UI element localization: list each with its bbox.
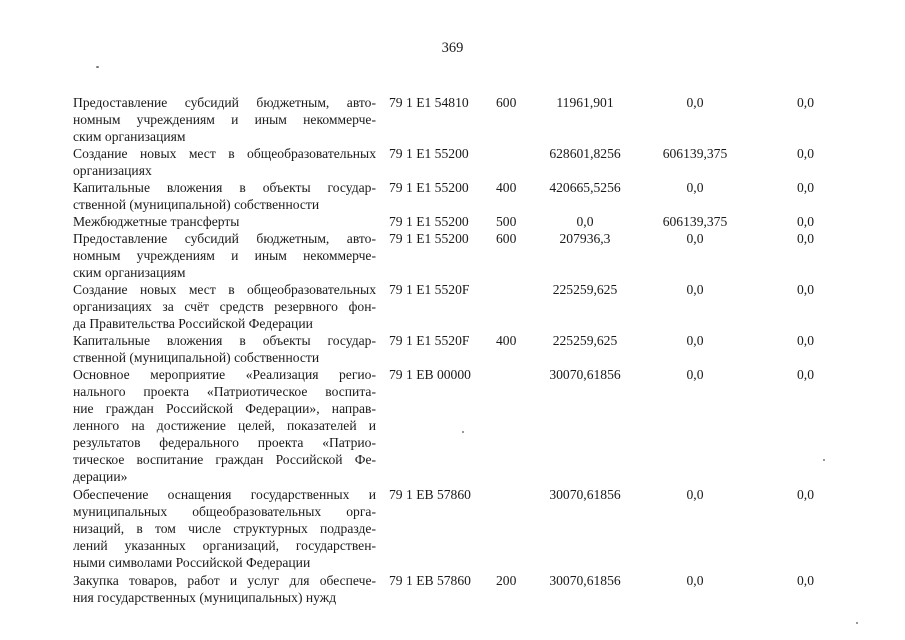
amount-col-1: 628601,8256 xyxy=(549,146,621,161)
amount-col-2: 0,0 xyxy=(686,573,704,588)
amount-col-2: 0,0 xyxy=(686,367,704,382)
target-code: 79 1 E1 55200 xyxy=(389,146,469,161)
amount-col-1: 0,0 xyxy=(576,214,594,229)
description-line: Капитальные вложения в объекты государ- xyxy=(73,333,376,348)
amount-col-3: 0,0 xyxy=(797,214,814,229)
amount-col-1: 11961,901 xyxy=(556,95,614,110)
amount-col-3: 0,0 xyxy=(797,367,814,382)
target-code: 79 1 E1 54810 xyxy=(389,95,469,110)
amount-col-2: 0,0 xyxy=(686,95,704,110)
row-description xyxy=(73,94,376,145)
description-line: организациях xyxy=(73,163,152,178)
description-line: ским организациям xyxy=(73,129,186,144)
target-code: 79 1 E1 55200 xyxy=(389,214,469,229)
amount-col-2: 0,0 xyxy=(686,180,704,195)
expense-type: 400 xyxy=(496,180,517,195)
description-line: организациях за счёт средств резервного фон- xyxy=(73,299,376,314)
description-line: лений указанных организаций, государствен- xyxy=(73,538,376,553)
row-description xyxy=(73,230,376,281)
row-description xyxy=(73,332,376,366)
description-line: ными символами Российской Федерации xyxy=(73,555,311,570)
description-line: результатов федерального проекта «Патрио- xyxy=(73,435,376,450)
scan-speck xyxy=(96,66,99,68)
description-line: номным учреждениям и иным некоммерче- xyxy=(73,112,376,127)
description-line: муниципальных общеобразовательных орга- xyxy=(73,504,376,519)
target-code: 79 1 E1 55200 xyxy=(389,180,469,195)
description-line: ским организациям xyxy=(73,265,186,280)
row-description xyxy=(73,145,376,179)
amount-col-2: 0,0 xyxy=(686,487,704,502)
target-code: 79 1 EB 57860 xyxy=(389,487,471,502)
row-description xyxy=(73,366,376,485)
description-line: Обеспечение оснащения государственных и xyxy=(73,487,376,502)
description-line: Создание новых мест в общеобразовательных xyxy=(73,146,376,161)
amount-col-3: 0,0 xyxy=(797,573,814,588)
description-line: Предоставление субсидий бюджетным, авто- xyxy=(73,95,376,110)
row-description xyxy=(73,213,376,230)
target-code: 79 1 E1 55200 xyxy=(389,231,469,246)
description-line: Создание новых мест в общеобразовательных xyxy=(73,282,376,297)
description-line: Межбюджетные трансферты xyxy=(73,214,240,229)
page-number: 369 xyxy=(441,40,464,56)
description-line: Закупка товаров, работ и услуг для обеспече- xyxy=(73,573,376,588)
amount-col-1: 225259,625 xyxy=(552,282,618,297)
description-line: дерации» xyxy=(73,469,128,484)
amount-col-3: 0,0 xyxy=(797,333,814,348)
expense-type: 600 xyxy=(496,231,517,246)
description-line: ственной (муниципальной) собственности xyxy=(73,197,320,212)
description-line: Капитальные вложения в объекты государ- xyxy=(73,180,376,195)
expense-type: 400 xyxy=(496,333,517,348)
amount-col-2: 0,0 xyxy=(686,231,704,246)
amount-col-2: 0,0 xyxy=(686,333,704,348)
amount-col-3: 0,0 xyxy=(797,231,814,246)
scan-speck xyxy=(462,431,464,433)
description-line: ленного на достижение целей, показателей и xyxy=(73,418,376,433)
expense-type: 600 xyxy=(496,95,517,110)
expense-type: 500 xyxy=(496,214,517,229)
amount-col-3: 0,0 xyxy=(797,180,814,195)
scan-speck xyxy=(823,459,825,461)
description-line: ние граждан Российской Федерации», направ- xyxy=(73,401,376,416)
amount-col-1: 225259,625 xyxy=(552,333,618,348)
description-line: Основное мероприятие «Реализация регио- xyxy=(73,367,376,382)
amount-col-3: 0,0 xyxy=(797,95,814,110)
description-line: номным учреждениям и иным некоммерче- xyxy=(73,248,376,263)
row-description xyxy=(73,486,376,571)
row-description xyxy=(73,572,376,606)
description-line: низаций, в том числе структурных подразде- xyxy=(73,521,376,536)
amount-col-1: 30070,61856 xyxy=(549,573,621,588)
amount-col-3: 0,0 xyxy=(797,282,814,297)
amount-col-1: 30070,61856 xyxy=(549,367,621,382)
amount-col-2: 606139,375 xyxy=(662,214,728,229)
target-code: 79 1 E1 5520F xyxy=(389,282,470,297)
amount-col-2: 0,0 xyxy=(686,282,704,297)
amount-col-3: 0,0 xyxy=(797,146,814,161)
amount-col-1: 30070,61856 xyxy=(549,487,621,502)
row-description xyxy=(73,281,376,332)
scan-speck xyxy=(856,622,858,624)
description-line: ственной (муниципальной) собственности xyxy=(73,350,320,365)
amount-col-2: 606139,375 xyxy=(662,146,728,161)
description-line: нального проекта «Патриотическое воспита- xyxy=(73,384,376,399)
target-code: 79 1 E1 5520F xyxy=(389,333,470,348)
amount-col-1: 207936,3 xyxy=(559,231,611,246)
description-line: да Правительства Российской Федерации xyxy=(73,316,313,331)
description-line: тическое воспитание граждан Российской Фе- xyxy=(73,452,376,467)
description-line: ния государственных (муниципальных) нужд xyxy=(73,590,337,605)
target-code: 79 1 EB 00000 xyxy=(389,367,471,382)
row-description xyxy=(73,179,376,213)
amount-col-3: 0,0 xyxy=(797,487,814,502)
description-line: Предоставление субсидий бюджетным, авто- xyxy=(73,231,376,246)
target-code: 79 1 EB 57860 xyxy=(389,573,471,588)
amount-col-1: 420665,5256 xyxy=(549,180,621,195)
expense-type: 200 xyxy=(496,573,517,588)
